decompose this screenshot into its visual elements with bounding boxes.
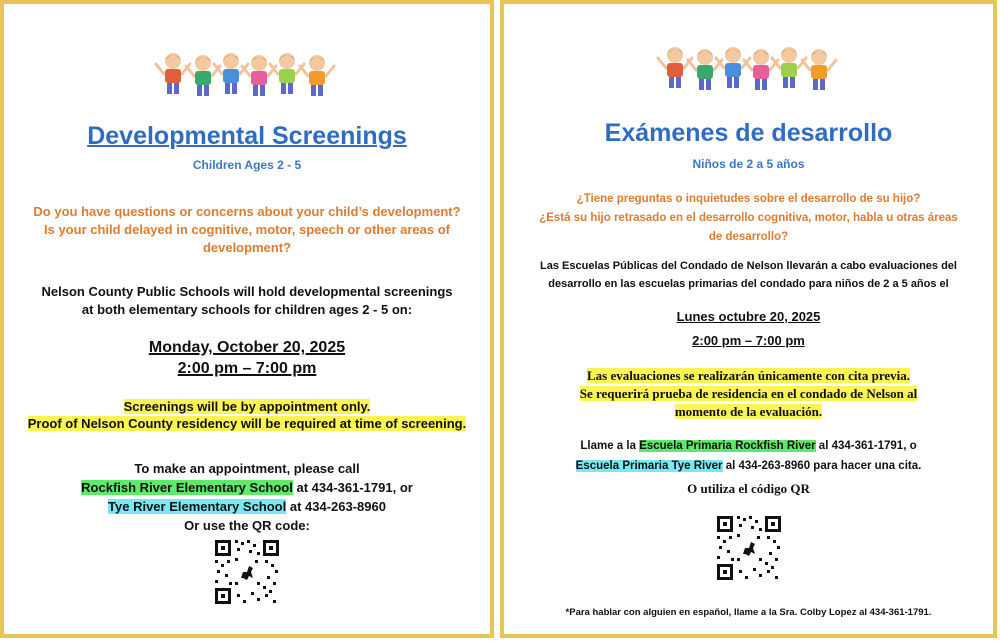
school-1-name: Rockfish River Elementary School bbox=[81, 480, 293, 495]
page-title: Exámenes de desarrollo bbox=[604, 119, 893, 147]
screening-date: Monday, October 20, 2025 bbox=[148, 339, 346, 356]
call-intro: To make an appointment, please call bbox=[134, 461, 360, 476]
age-subtitle: Children Ages 2 - 5 bbox=[192, 158, 302, 172]
notice-line-1: Screenings will be by appointment only. bbox=[123, 399, 371, 414]
question-line-3: de desarrollo? bbox=[708, 231, 789, 243]
school-1-contact: Rockfish River Elementary School at 434-361-1791, or bbox=[81, 480, 413, 495]
school-2-name: Escuela Primaria Tye River bbox=[575, 460, 723, 472]
qr-code[interactable] bbox=[213, 538, 281, 606]
intro-line-2: at both elementary schools for children ages 2 - 5 on: bbox=[81, 302, 413, 317]
school-2-contact: Escuela Primaria Tye River al 434-263-8960 para hacer una cita. bbox=[575, 460, 922, 472]
spanish-flyer bbox=[500, 0, 997, 638]
children-illustration bbox=[152, 44, 342, 102]
intro-line-1: Las Escuelas Públicas del Condado de Nelson llevarán a cabo evaluaciones del bbox=[540, 260, 957, 272]
question-line-1: Do you have questions or concerns about your child’s development? bbox=[33, 204, 461, 219]
intro-line-2: desarrollo en las escuelas primarias del condado para niños de 2 a 5 años el bbox=[548, 278, 949, 290]
screening-date: Lunes octubre 20, 2025 bbox=[676, 309, 821, 324]
screening-time: 2:00 pm – 7:00 pm bbox=[177, 360, 317, 377]
intro-line-1: Nelson County Public Schools will hold developmental screenings bbox=[41, 284, 453, 299]
school-1-contact: Llame a la Escuela Primaria Rockfish River al 434-361-1791, o bbox=[580, 440, 917, 452]
qr-code[interactable] bbox=[715, 514, 783, 582]
school-1-name: Escuela Primaria Rockfish River bbox=[639, 440, 816, 452]
school-2-name: Tye River Elementary School bbox=[108, 499, 287, 514]
children-illustration bbox=[654, 38, 844, 96]
qr-instruction: O utiliza el código QR bbox=[687, 481, 810, 496]
question-line-3: development? bbox=[202, 240, 292, 255]
spanish-contact-footnote: *Para hablar con alguien en español, llame a la Sra. Colby Lopez al 434-361-1791. bbox=[565, 607, 932, 618]
notice-line-1: Las evaluaciones se realizarán únicamente con cita previa. bbox=[586, 368, 911, 383]
question-line-1: ¿Tiene preguntas o inquietudes sobre el desarrollo de su hijo? bbox=[576, 193, 921, 205]
notice-line-2: Proof of Nelson County residency will be required at time of screening. bbox=[27, 416, 467, 431]
notice-line-2: Se requerirá prueba de residencia en el condado de Nelson al bbox=[579, 386, 918, 401]
page-title: Developmental Screenings bbox=[87, 122, 407, 150]
screening-time: 2:00 pm – 7:00 pm bbox=[692, 333, 805, 348]
question-line-2: Is your child delayed in cognitive, motor, speech or other areas of bbox=[44, 222, 450, 237]
english-flyer bbox=[0, 0, 494, 638]
age-subtitle: Niños de 2 a 5 años bbox=[692, 157, 805, 171]
notice-line-3: momento de la evaluación. bbox=[674, 404, 823, 419]
school-2-contact: Tye River Elementary School at 434-263-8960 bbox=[108, 499, 386, 514]
question-line-2: ¿Está su hijo retrasado en el desarrollo cognitiva, motor, habla u otras áreas bbox=[539, 212, 958, 224]
qr-instruction: Or use the QR code: bbox=[184, 518, 310, 533]
